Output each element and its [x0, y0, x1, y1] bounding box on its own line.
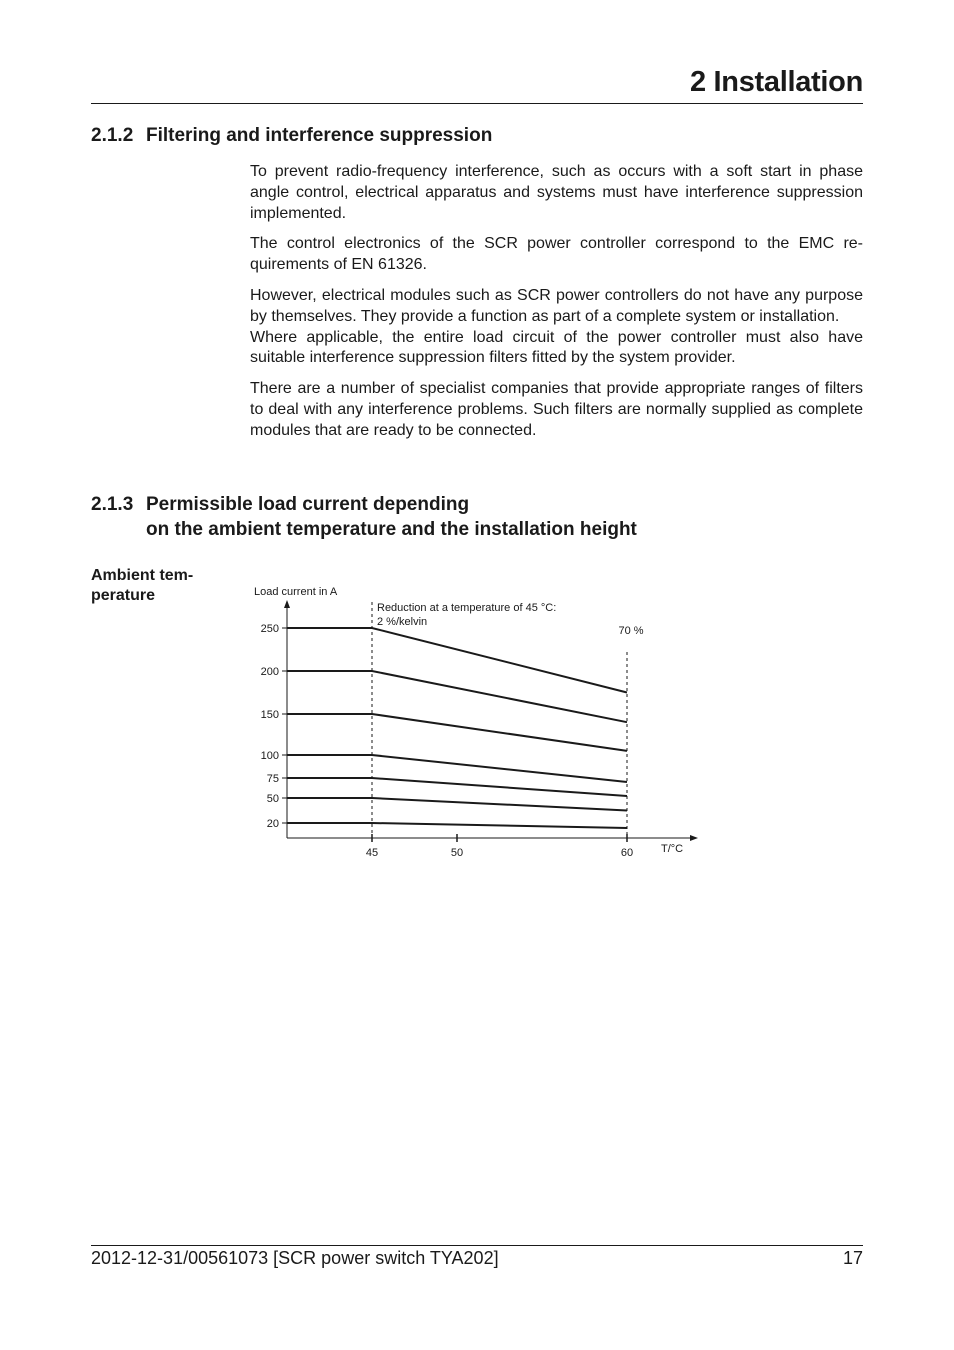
y-axis-label: Load current in A	[254, 586, 338, 598]
y-tick-label: 75	[266, 773, 279, 785]
paragraph: Where applicable, the entire load circuit of the power controller must also have suitable interference suppression filters fitted by the system provider.	[250, 328, 863, 367]
x-tick-label: 45	[365, 847, 379, 859]
series-line	[287, 778, 627, 796]
y-tick-label: 20	[266, 818, 279, 830]
y-tick-label: 200	[260, 666, 279, 678]
series-line	[287, 798, 627, 811]
paragraph: To prevent radio-frequency interference, such as occurs with a soft start in phase angle control, electrical apparatus and systems must have interference suppression implemented.	[250, 163, 863, 222]
annotation-text: Reduction at a temperature of 45 °C:	[377, 602, 557, 614]
chapter-title: 2 Installation	[689, 66, 863, 98]
x-tick-label: 60	[620, 847, 634, 859]
footer-doc-ref: 2012-12-31/00561073 [SCR power switch TYA202]	[91, 1248, 499, 1268]
header-rule	[91, 103, 863, 104]
annotation-text: 2 %/kelvin	[377, 616, 428, 628]
y-tick-label: 150	[260, 709, 279, 721]
paragraph: The control electronics of the SCR power controller correspond to the EMC requirements of EN 61326.	[250, 235, 863, 274]
y-axis-arrow	[284, 600, 290, 608]
x-axis-arrow	[690, 835, 698, 841]
section-heading-2-1-3	[91, 492, 637, 542]
y-tick-label: 50	[266, 793, 279, 805]
section-title-line1: Permissible load current depending	[146, 494, 470, 515]
footer-rule	[91, 1245, 863, 1246]
x-axis-label: T/°C	[661, 843, 684, 855]
page-number: 17	[842, 1248, 863, 1268]
paragraph: There are a number of specialist companies that provide appropriate ranges of filters to deal with any interference problems. Such filters are normally supplied as complete modules that are ready to be connected.	[250, 380, 863, 439]
side-label: Ambient tem- perature	[91, 567, 194, 604]
end-label: 70 %	[618, 625, 644, 637]
paragraph: However, electrical modules such as SCR power controllers do not have any purpose by themselves. They provide a function as part of a complete system or installation.	[250, 286, 863, 325]
series-line	[287, 628, 627, 693]
y-tick-label: 100	[260, 750, 279, 762]
section-title-line2: on the ambient temperature and the installation height	[146, 519, 637, 540]
section-number: 2.1.3	[91, 494, 134, 515]
series-line	[287, 714, 627, 751]
section-body-2-1-2	[250, 162, 863, 452]
section-number: 2.1.2	[91, 125, 134, 146]
derating-chart	[240, 580, 710, 870]
x-tick-label: 50	[450, 847, 464, 859]
section-title: Filtering and interference suppression	[146, 125, 493, 146]
section-heading-2-1-2	[91, 123, 492, 148]
y-tick-label: 250	[260, 623, 279, 635]
series-line	[287, 823, 627, 828]
